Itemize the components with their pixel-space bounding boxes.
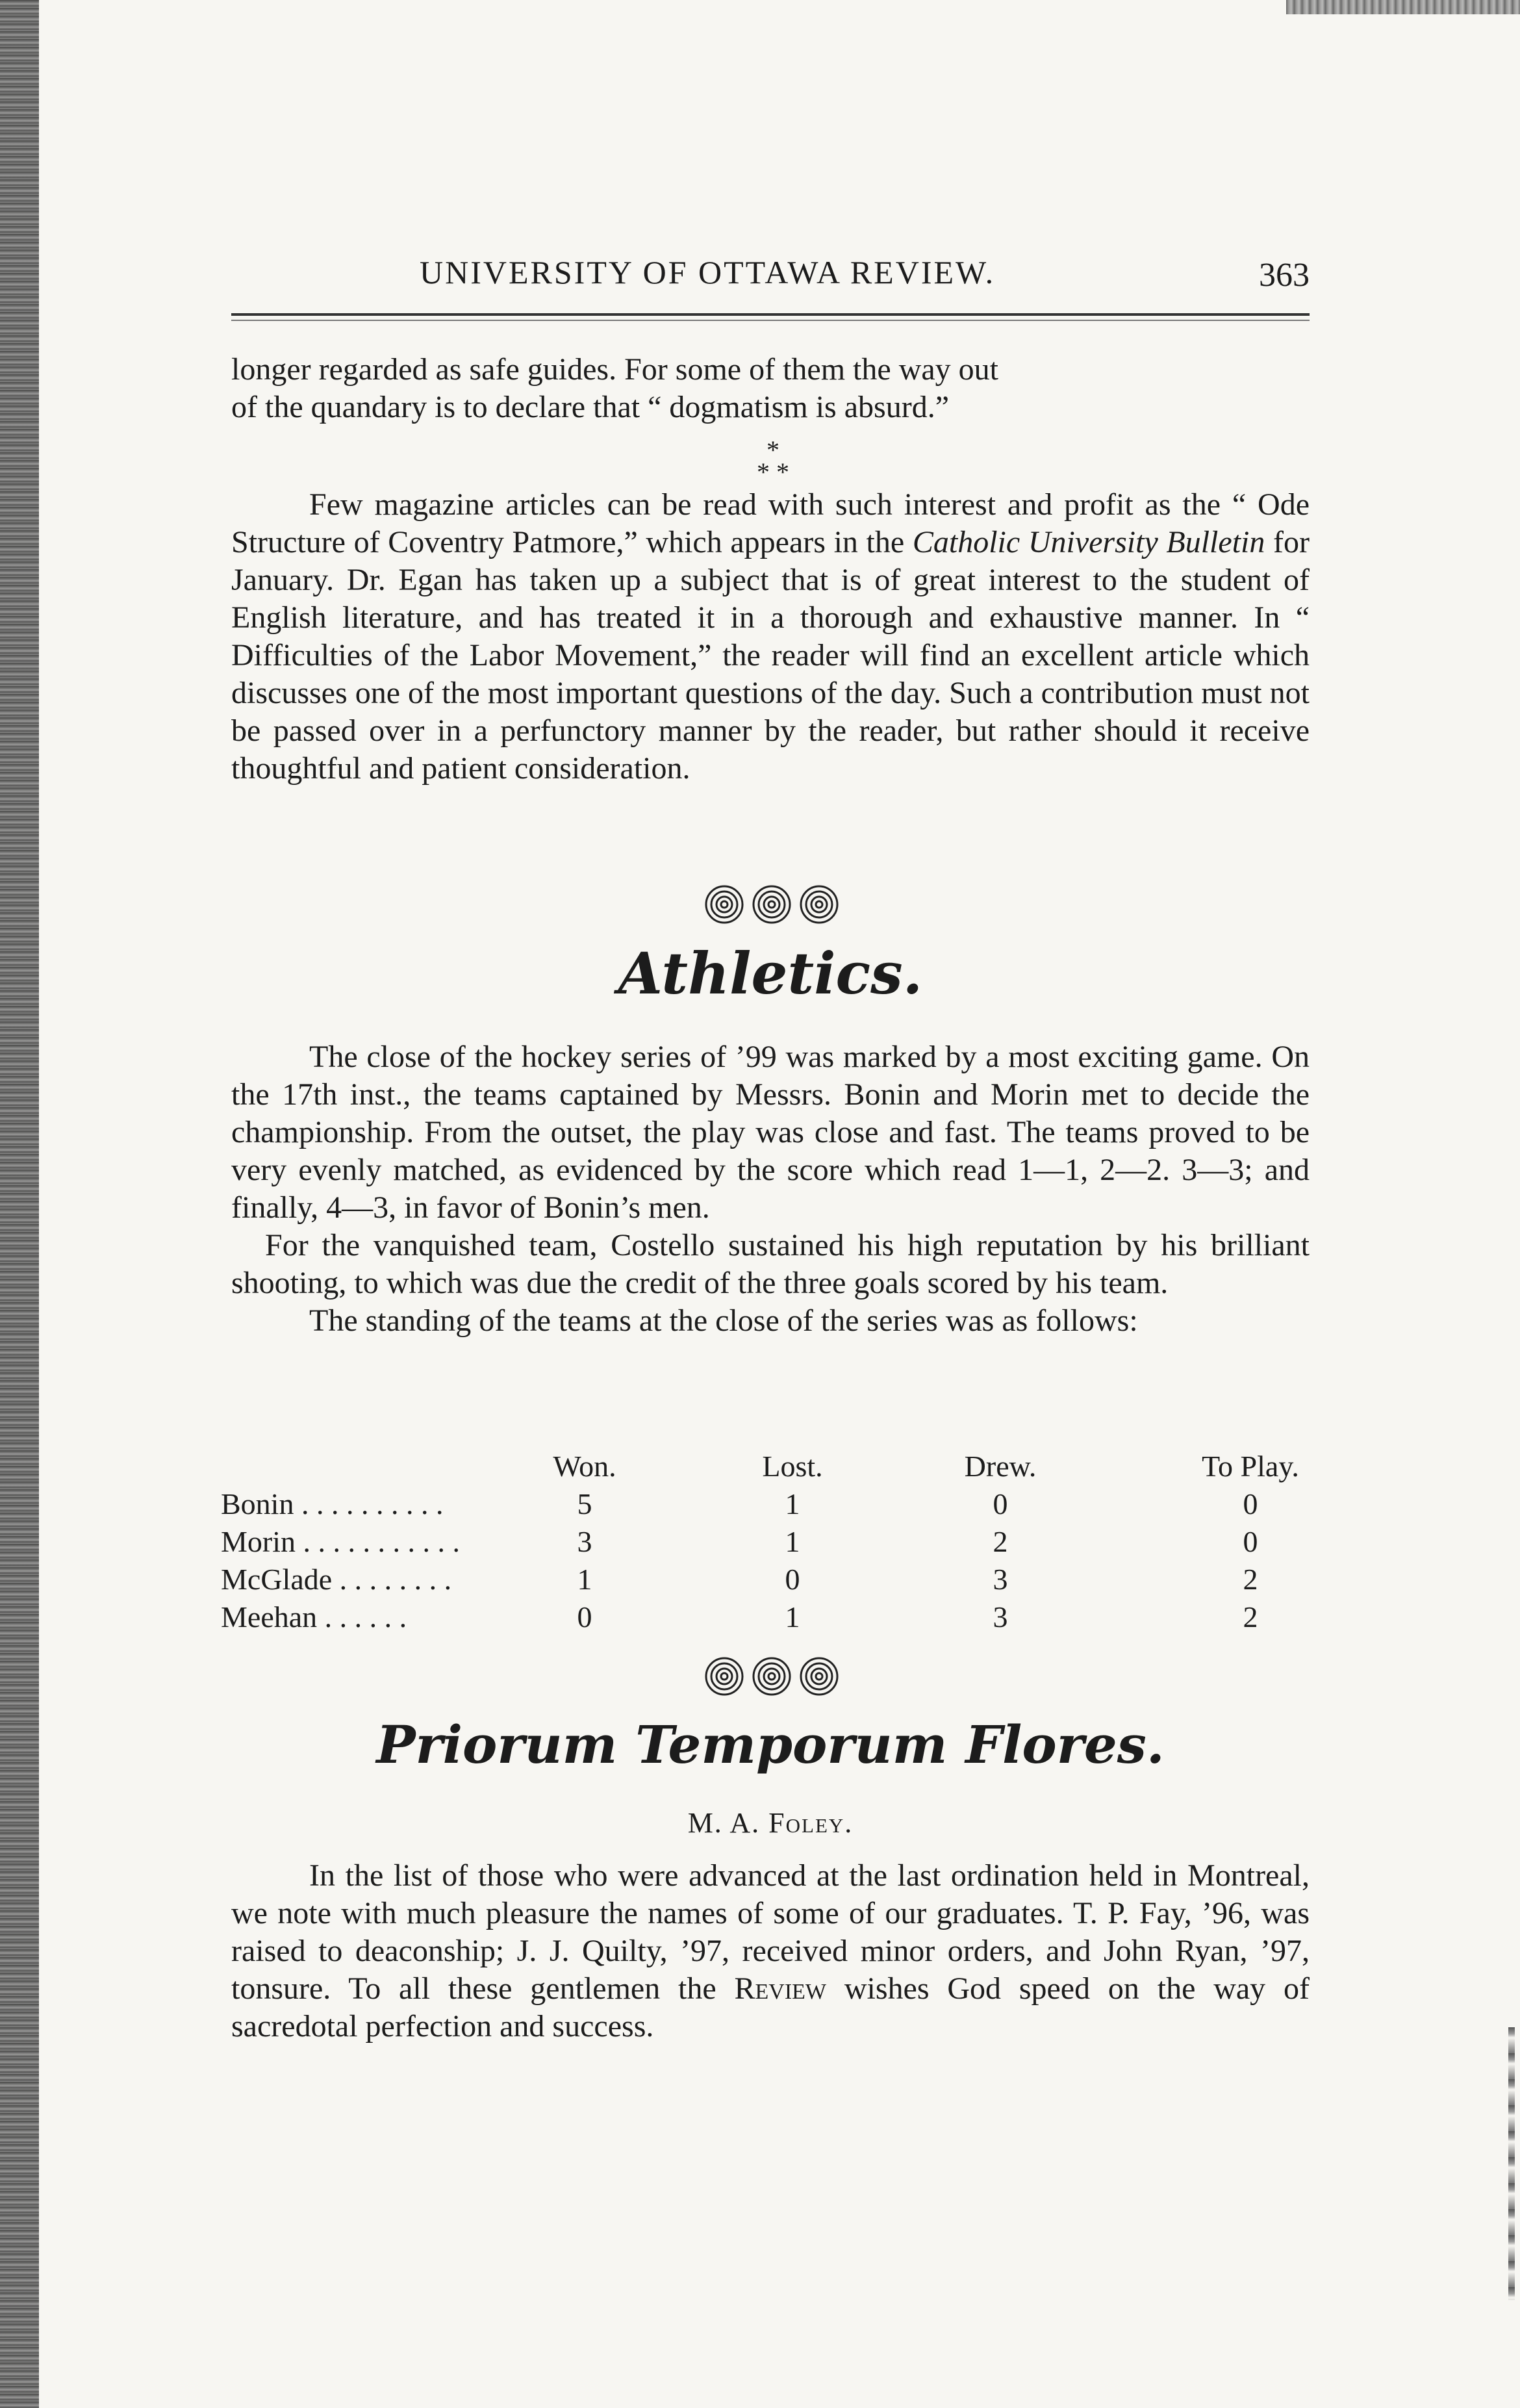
paragraph2-end: for January. Dr. Egan has taken up a subject that is of great interest to the student of English literature, and has treated it in a thorough and exhaustive manner. In “ Difficulties of the Labor Movement,” the reader will find an excellent article which discusses one of the most important questions of the day. Such a contribution must not be passed over in a perfunctory manner by the reader, but rather should it receive thoughtful and patient consideration. (231, 525, 1310, 786)
header-rule-thin (231, 320, 1310, 321)
team-won: 1 (577, 1563, 592, 1596)
standings-table (221, 1448, 1325, 1636)
standings-header-row (221, 1448, 1325, 1485)
team-name: Morin . . . . . . . . . . . (221, 1525, 460, 1558)
paragraph2-start: Few magazine articles can be read with such interest and profit as the “ Ode Structure of Coventry Patmore,” which appears in the (231, 487, 1310, 559)
review-name: Review (734, 1971, 827, 2006)
team-lost: 0 (785, 1563, 800, 1596)
team-won: 0 (577, 1600, 592, 1633)
priorum-heading: Priorum Temporum Flores. (376, 1714, 1165, 1775)
team-drew: 3 (993, 1563, 1008, 1596)
spiral-ornament-icon (700, 1656, 843, 1697)
table-row (221, 1485, 1325, 1523)
intro-line-1: longer regarded as safe guides. For some of them the way out (231, 352, 998, 387)
team-to-play: 2 (1243, 1563, 1258, 1596)
team-won: 5 (577, 1487, 592, 1520)
header-rule (231, 313, 1310, 316)
ornament-divider-2 (700, 1656, 843, 1697)
intro-paragraph (231, 351, 1310, 426)
intro-line-2: of the quandary is to declare that “ dogmatism is absurd.” (231, 390, 950, 424)
priorum-paragraph-start: In the list of those who were advanced at the last ordination held in Montreal, we note with much pleasure the names of some of our graduates. T. P. Fay, ’96, was raised to deaconship; J. J. Quilty, ’97, received minor orders, and John Ryan, ’97, tonsure. To all these gentlemen the (231, 1858, 1310, 2006)
magazine-review-paragraph (231, 486, 1310, 788)
spiral-ornament-icon (700, 884, 843, 925)
header-drew: Drew. (964, 1450, 1037, 1483)
athletics-text (231, 1038, 1310, 1340)
byline (231, 1806, 1310, 1839)
athletics-heading: Athletics. (618, 940, 923, 1007)
scan-edge-left (0, 0, 39, 2408)
priorum-text (231, 1857, 1310, 2045)
scan-edge-top (1286, 0, 1520, 14)
team-drew: 3 (993, 1600, 1008, 1633)
athletics-paragraph-3: The standing of the teams at the close of the series was as follows: (309, 1303, 1138, 1338)
scan-edge-right (1508, 2027, 1515, 2300)
header-lost: Lost. (762, 1450, 823, 1483)
team-drew: 2 (993, 1525, 1008, 1558)
team-lost: 1 (785, 1525, 800, 1558)
table-row (221, 1598, 1325, 1636)
asterism-mark: * * * (757, 435, 789, 487)
team-to-play: 0 (1243, 1487, 1258, 1520)
priorum-paragraph-end: wishes God speed on the way of sacredotal perfection and success. (231, 1971, 1310, 2043)
team-lost: 1 (785, 1487, 800, 1520)
table-row (221, 1561, 1325, 1598)
header-won: Won. (553, 1450, 616, 1483)
byline-initials: M. A. (687, 1807, 769, 1839)
page-number: 363 (1259, 257, 1310, 294)
byline-name: Foley. (768, 1807, 854, 1839)
journal-title: UNIVERSITY OF OTTAWA REVIEW. (420, 254, 996, 290)
team-lost: 1 (785, 1600, 800, 1633)
team-won: 3 (577, 1525, 592, 1558)
team-to-play: 2 (1243, 1600, 1258, 1633)
team-name: Bonin . . . . . . . . . . (221, 1487, 444, 1520)
athletics-paragraph-1: The close of the hockey series of ’99 was marked by a most exciting game. On the 17th inst., the teams captained by Messrs. Bonin and Morin met to decide the championship. From the outset, the play was close and fast. The teams proved to be very evenly matched, as evidenced by the score which read 1—1, 2—2. 3—3; and finally, 4—3, in favor of Bonin’s men. (231, 1040, 1310, 1225)
running-head (231, 253, 1310, 305)
ornament-divider-1 (700, 884, 843, 925)
header-to-play: To Play. (1202, 1450, 1299, 1483)
athletics-paragraph-2: For the vanquished team, Costello sustained his high reputation by his brilliant shooting, to which was due the credit of the three goals scored by his team. (231, 1228, 1310, 1300)
team-drew: 0 (993, 1487, 1008, 1520)
team-name: McGlade . . . . . . . . (221, 1563, 452, 1596)
team-to-play: 0 (1243, 1525, 1258, 1558)
bulletin-title: Catholic University Bulletin (912, 525, 1265, 559)
asterism (734, 435, 812, 491)
table-row (221, 1523, 1325, 1561)
team-name: Meehan . . . . . . (221, 1600, 407, 1633)
